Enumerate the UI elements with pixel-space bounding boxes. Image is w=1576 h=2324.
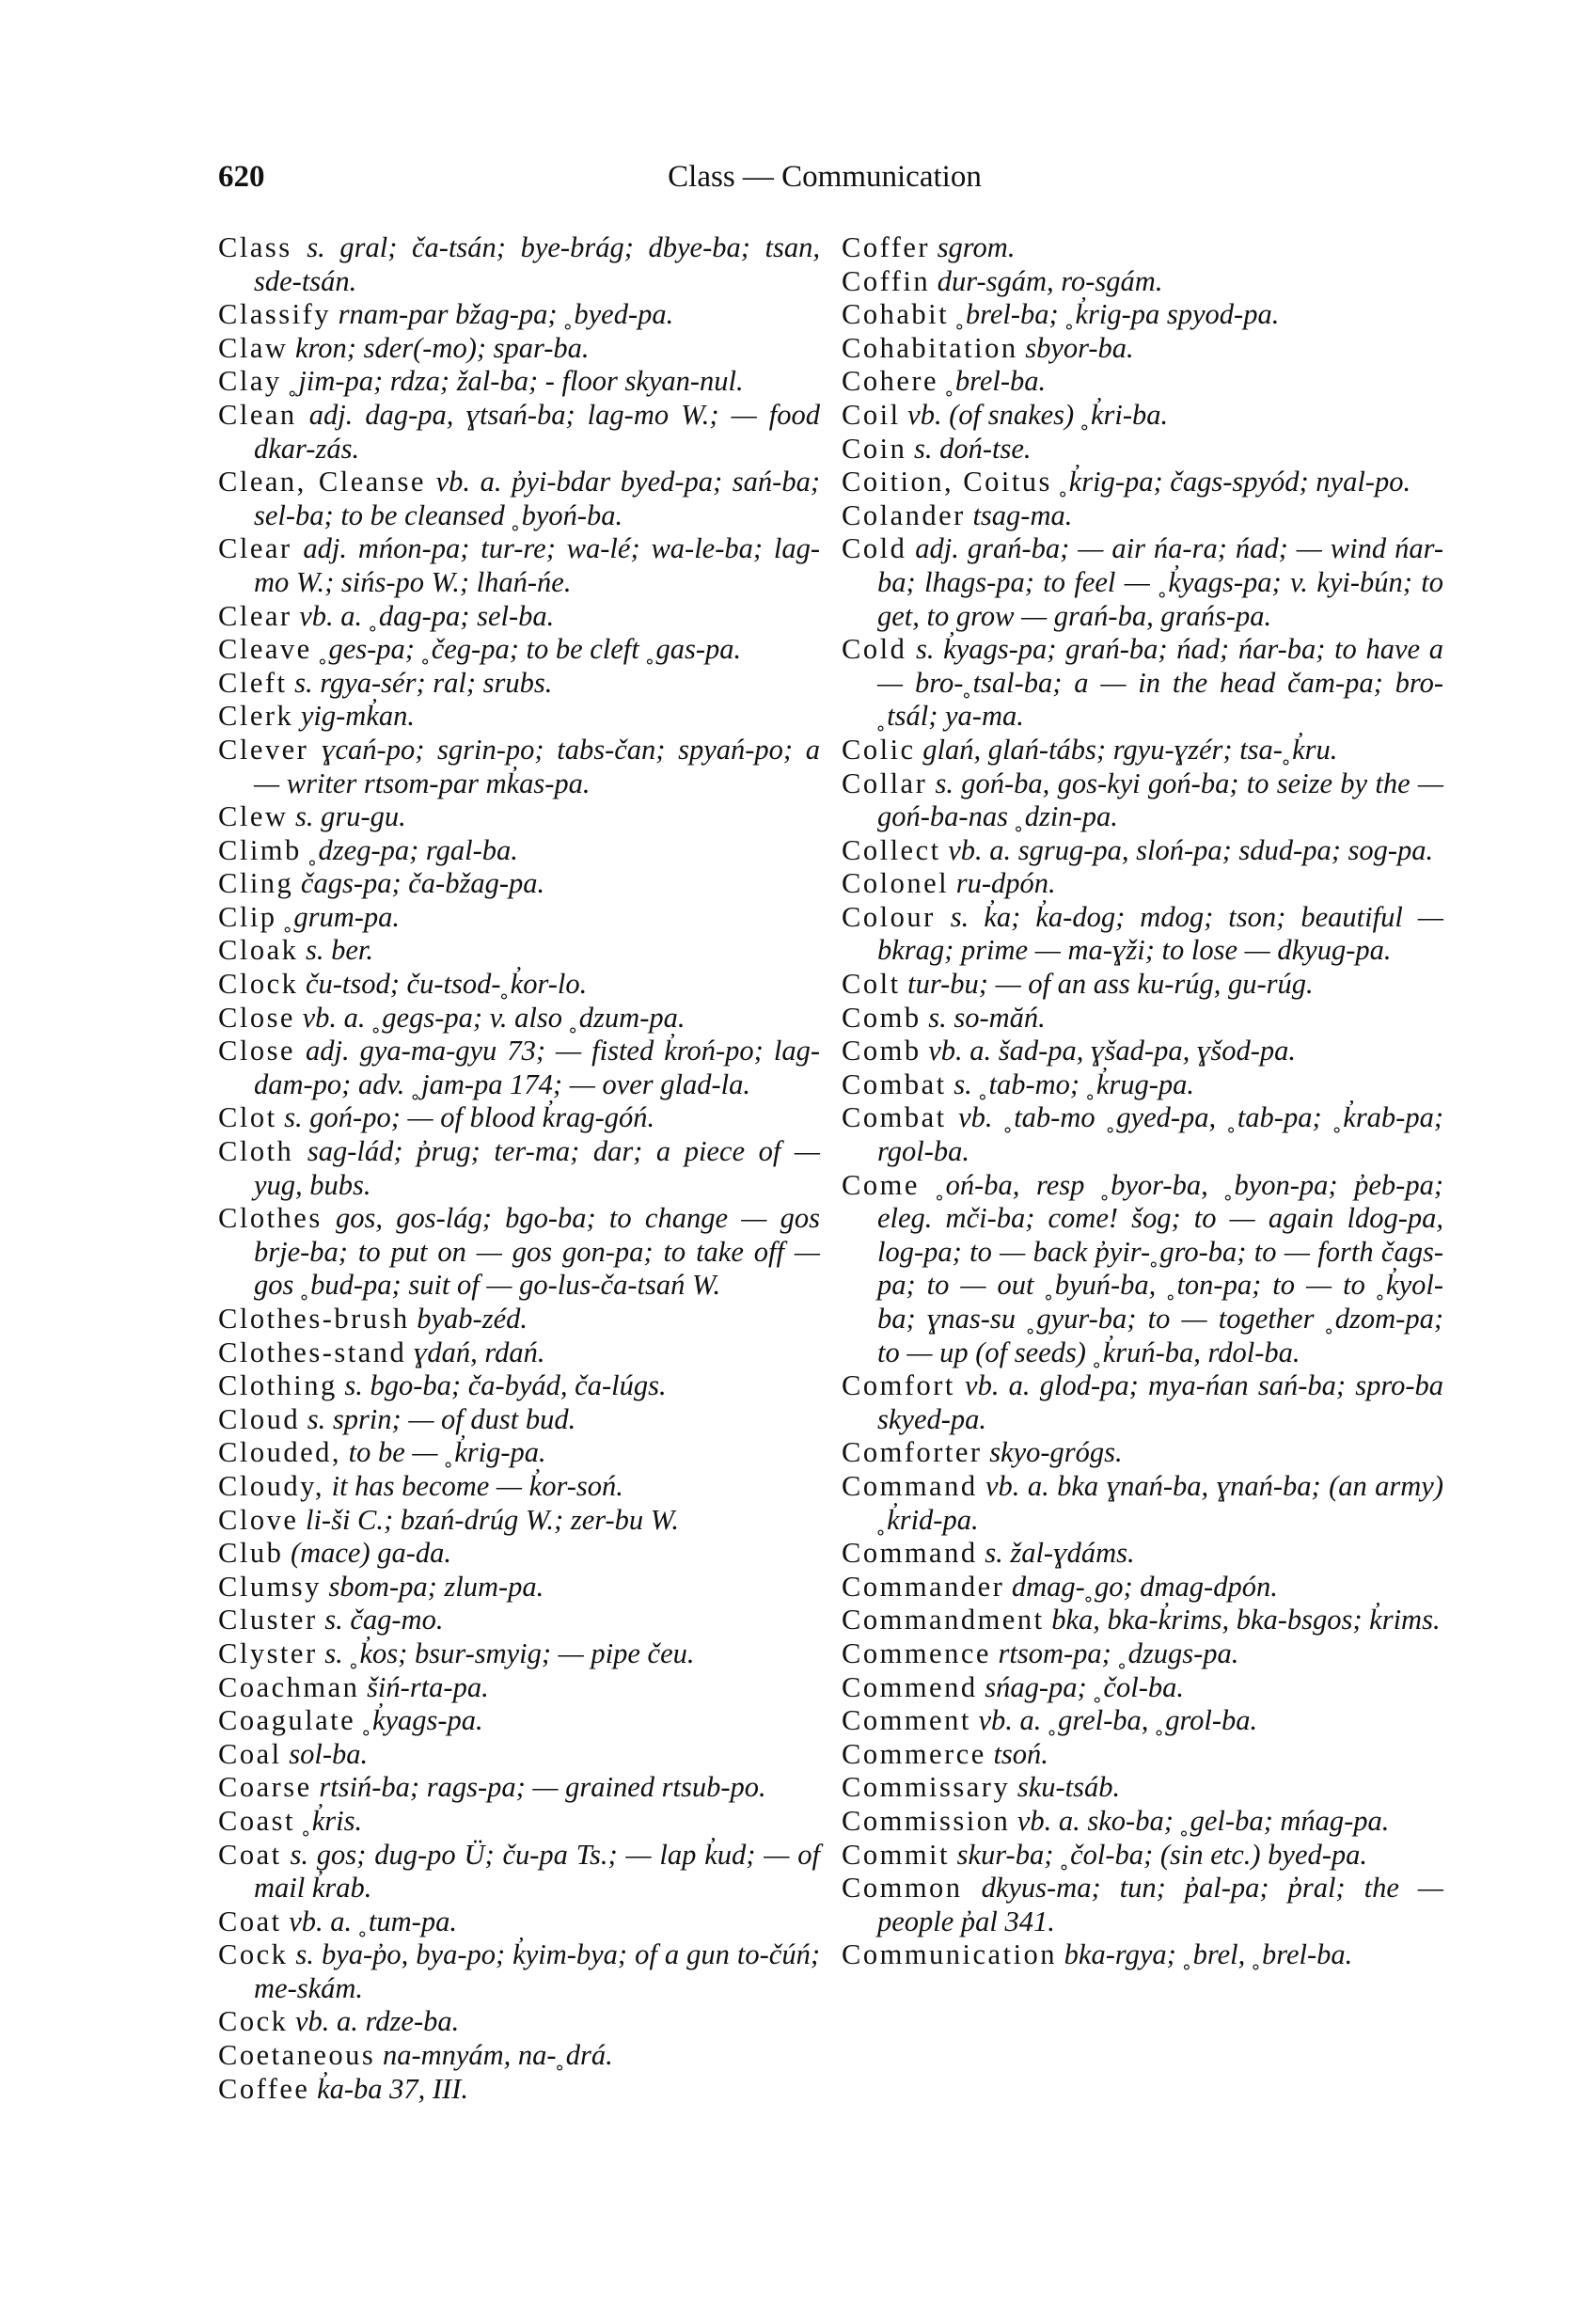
- dictionary-entry: [842, 1068, 1443, 1102]
- dictionary-entry: [842, 1169, 1443, 1370]
- entry-definition: sńag-pa; ˳čol-ba.: [977, 1670, 1184, 1703]
- dictionary-entry: [218, 1571, 820, 1605]
- entry-headword: Cling: [218, 867, 294, 900]
- entry-definition: ˳k̓yags-pa.: [355, 1704, 483, 1737]
- entry-headword: Cock: [218, 2005, 289, 2038]
- entry-definition: vb. a. ˳gegs-pa; v. also ˳dzum-pa.: [294, 1001, 686, 1034]
- dictionary-entry: [842, 1872, 1443, 1938]
- entry-definition: s. bgo-ba; ča-byád, ča-lúgs.: [337, 1369, 667, 1402]
- entry-definition: skur-ba; ˳čol-ba; (sin etc.) byed-pa.: [950, 1838, 1368, 1871]
- entry-definition: vb. a. rdze-ba.: [288, 2005, 460, 2038]
- entry-headword: Cleft: [218, 666, 288, 699]
- entry-headword: Coarse: [218, 1771, 312, 1804]
- entry-definition: sbom-pa; zlum-pa.: [321, 1570, 544, 1603]
- entry-headword: Commend: [842, 1670, 978, 1703]
- dictionary-entry: [218, 600, 820, 634]
- entry-headword: Cloak: [218, 934, 299, 967]
- dictionary-entry: [218, 1637, 820, 1671]
- entry-definition: ˳k̓rig-pa; čags-spyód; nyal-po.: [1051, 466, 1411, 498]
- dictionary-entry: [842, 399, 1443, 433]
- entry-headword: Clumsy: [218, 1570, 322, 1603]
- entry-definition: rtsom-pa; ˳dzugs-pa.: [990, 1636, 1239, 1669]
- entry-headword: Clove: [218, 1503, 299, 1536]
- entry-headword: Coal: [218, 1737, 282, 1770]
- entry-headword: Claw: [218, 331, 289, 364]
- entry-headword: Clay: [218, 365, 282, 398]
- entry-headword: Coat: [218, 1905, 282, 1937]
- entry-headword: Cluster: [218, 1604, 318, 1636]
- entry-definition: vb. (of snakes) ˳k̓ri-ba.: [900, 398, 1169, 431]
- entry-definition: s. goń-ba, gos-kyi goń-ba; to seize by the — goń-ba-nas ˳dzin-pa.: [877, 767, 1443, 833]
- entry-headword: Commission: [842, 1804, 1011, 1837]
- dictionary-entry: [218, 2073, 820, 2107]
- entry-definition: s. so-măń.: [921, 1001, 1046, 1034]
- entry-definition: it has become — k̓or-soń.: [323, 1469, 623, 1502]
- dictionary-entry: [218, 1537, 820, 1571]
- entry-definition: ˳dzeg-pa; rgal-ba.: [301, 833, 518, 866]
- dictionary-entry: [218, 901, 820, 935]
- entry-definition: vb. ˳tab-mo ˳gyed-pa, ˳tab-pa; ˳k̓rab-pa; rgol-ba.: [877, 1101, 1443, 1168]
- dictionary-entry: [842, 1470, 1443, 1537]
- entry-definition: sgrom.: [930, 231, 1016, 263]
- dictionary-entry: [218, 466, 820, 532]
- entry-headword: Combat: [842, 1067, 947, 1100]
- entry-definition: vb. a. ˳dag-pa; sel-ba.: [292, 599, 555, 632]
- entry-definition: tur-bu; — of an ass ku-rúg, gu-rúg.: [900, 968, 1314, 1001]
- entry-definition: sbyor-ba.: [1017, 331, 1134, 364]
- entry-headword: Classify: [218, 298, 331, 331]
- dictionary-entry: [218, 968, 820, 1002]
- entry-definition: s. bya-p̓o, bya-po; k̓yim-bya; of a gun to-čúń; me-skám.: [254, 1938, 820, 2004]
- entry-headword: Cold: [842, 532, 907, 565]
- dictionary-entry: [218, 1101, 820, 1135]
- entry-definition: s. ˳tab-mo; ˳k̓rug-pa.: [946, 1067, 1195, 1100]
- entry-headword: Commissary: [842, 1771, 1011, 1804]
- dictionary-entry: [218, 734, 820, 800]
- dictionary-entry: [218, 532, 820, 599]
- dictionary-entry: [842, 1002, 1443, 1036]
- dictionary-entry: [842, 901, 1443, 968]
- dictionary-entry: [842, 1704, 1443, 1738]
- entry-headword: Collect: [842, 833, 941, 866]
- entry-headword: Commandment: [842, 1604, 1045, 1636]
- dictionary-entry: [218, 1905, 820, 1939]
- entry-definition: byab-zéd.: [409, 1303, 528, 1335]
- entry-headword: Cold: [842, 633, 907, 666]
- dictionary-entry: [218, 934, 820, 968]
- entry-definition: yig-mk̓an.: [293, 700, 415, 733]
- dictionary-entry: [842, 1671, 1443, 1705]
- entry-headword: Commerce: [842, 1737, 986, 1770]
- dictionary-entry: [218, 1303, 820, 1336]
- dictionary-entry: [218, 1839, 820, 1905]
- entry-headword: Colour: [842, 900, 936, 933]
- dictionary-entry: [842, 834, 1443, 868]
- dictionary-entry: [842, 499, 1443, 533]
- entry-headword: Clothes-stand: [218, 1336, 407, 1368]
- entry-headword: Colonel: [842, 867, 950, 900]
- entry-definition: ɣdań, rdań.: [406, 1336, 545, 1368]
- entry-definition: vb. a. p̓yi-bdar byed-pa; sań-ba; sel-ba; to be cleansed ˳byoń-ba.: [254, 466, 820, 531]
- entry-definition: sol-ba.: [281, 1737, 369, 1770]
- entry-headword: Coetaneous: [218, 2039, 376, 2072]
- dictionary-entry: [842, 265, 1443, 299]
- entry-definition: dkyus-ma; tun; p̓al-pa; p̓ral; the — people p̓al 341.: [877, 1872, 1443, 1937]
- entry-definition: adj. grań-ba; — air ńa-ra; ńad; — wind ńar-ba; lhags-pa; to feel — ˳k̓yags-pa; v. kyi-bún; to get, to grow — grań-ba, grańs-pa.: [877, 532, 1443, 632]
- entry-headword: Coffer: [842, 231, 931, 263]
- entry-definition: s. čag-mo.: [317, 1604, 444, 1636]
- entry-definition: s. k̓yags-pa; grań-ba; ńad; ńar-ba; to have a — bro-˳tsal-ba; a — in the head čam-pa; bro-˳tsál; ya-ma.: [877, 633, 1443, 733]
- dictionary-entry: [218, 867, 820, 901]
- dictionary-entry: [218, 1771, 820, 1805]
- entry-definition: s. ber.: [298, 934, 374, 967]
- entry-headword: Communication: [842, 1938, 1058, 1971]
- right-column: [842, 231, 1443, 1972]
- dictionary-entry: [842, 1369, 1443, 1436]
- entry-headword: Comfort: [842, 1369, 955, 1402]
- entry-definition: adj. gya-ma-gyu 73; — fisted k̓roń-po; lag-dam-po; adv. ˳jam-pa 174; — over glad-la.: [254, 1035, 820, 1100]
- entry-definition: k̓a-ba 37, III.: [309, 2072, 468, 2105]
- entry-definition: tsoń.: [985, 1737, 1048, 1770]
- entry-headword: Coat: [218, 1838, 282, 1871]
- dictionary-entry: [842, 1738, 1443, 1772]
- dictionary-entry: [842, 332, 1443, 366]
- entry-headword: Coast: [218, 1804, 295, 1837]
- dictionary-entry: [842, 466, 1443, 499]
- entry-definition: šiń-rta-pa.: [359, 1670, 489, 1703]
- entry-definition: gos, gos-lág; bgo-ba; to change — gos brje-ba; to put on — gos gon-pa; to take off — gos ˳bud-pa; suit of — go-lus-ča-tsań W.: [254, 1202, 820, 1302]
- dictionary-entry: [218, 1671, 820, 1705]
- dictionary-entry: [218, 1938, 820, 2005]
- entry-headword: Colic: [842, 733, 916, 766]
- entry-definition: sku-tsáb.: [1010, 1771, 1121, 1804]
- dictionary-entry: [218, 298, 820, 332]
- dictionary-entry: [218, 1336, 820, 1370]
- entry-headword: Clerk: [218, 700, 294, 733]
- entry-definition: to be — ˳k̓rig-pa.: [340, 1436, 546, 1469]
- dictionary-entry: [842, 767, 1443, 834]
- dictionary-entry: [842, 532, 1443, 633]
- dictionary-entry: [218, 1704, 820, 1738]
- dictionary-entry: [218, 1436, 820, 1470]
- entry-headword: Cloth: [218, 1135, 294, 1168]
- entry-headword: Collar: [842, 767, 928, 799]
- dictionary-entry: [218, 834, 820, 868]
- entry-headword: Cohere: [842, 365, 939, 398]
- entry-definition: kron; sder(-mo); spar-ba.: [288, 331, 590, 364]
- dictionary-entry: [218, 1738, 820, 1772]
- entry-definition: s. k̓a; k̓a-dog; mdog; tson; beautiful — bkrag; prime — ma-ɣži; to lose — dkyug-pa.: [877, 900, 1443, 967]
- entry-definition: bka-rgya; ˳brel, ˳brel-ba.: [1057, 1938, 1353, 1971]
- entry-definition: vb. a. glod-pa; mya-ńan sań-ba; spro-ba skyed-pa.: [877, 1369, 1443, 1435]
- entry-definition: ˳oń-ba, resp ˳byor-ba, ˳byon-pa; p̓eb-pa; eleg. mči-ba; come! šog; to — again ldog-pa, log-pa; to — back p̓yir-˳gro-ba; to — forth čags-pa; to — out ˳byuń-ba, ˳ton-pa; to — to ˳k̓yol-ba; ɣnas-su ˳gyur-ba; to — together ˳dzom-pa; to — up (of seeds) ˳k̓ruń-ba, rdol-ba.: [877, 1168, 1443, 1368]
- entry-definition: s. ˳k̓os; bsur-smyig; — pipe čeu.: [317, 1636, 695, 1669]
- dictionary-entry: [842, 968, 1443, 1002]
- dictionary-entry: [218, 1470, 820, 1504]
- entry-definition: rtsiń-ba; rags-pa; — grained rtsub-po.: [311, 1771, 766, 1804]
- page-header: [218, 160, 1431, 207]
- entry-headword: Clear: [218, 532, 292, 565]
- entry-definition: čags-pa; ča-bžag-pa.: [293, 867, 545, 900]
- entry-definition: s. rgya-sér; ral; srubs.: [287, 666, 553, 699]
- running-head: Class — Communication: [668, 160, 982, 194]
- entry-definition: vb. a. bka ɣnań-ba, ɣnań-ba; (an army) ˳k̓rid-pa.: [877, 1469, 1443, 1536]
- entry-headword: Come: [842, 1168, 920, 1201]
- dictionary-entry: [218, 633, 820, 667]
- entry-headword: Clock: [218, 968, 299, 1001]
- entry-headword: Combat: [842, 1101, 947, 1134]
- dictionary-entry: [842, 1035, 1443, 1068]
- dictionary-entry: [842, 1436, 1443, 1470]
- dictionary-entry: [218, 365, 820, 399]
- dictionary-entry: [218, 1002, 820, 1036]
- entry-definition: sag-lád; p̓rug; ter-ma; dar; a piece of — yug, bubs.: [254, 1135, 820, 1201]
- entry-definition: vb. a. sgrug-pa, sloń-pa; sdud-pa; sog-pa.: [940, 833, 1434, 866]
- entry-definition: li-ši C.; bzań-drúg W.; zer-bu W.: [298, 1503, 680, 1536]
- entry-definition: s. gral; ča-tsán; bye-brág; dbye-ba; tsan, sde-tsán.: [254, 231, 820, 297]
- entry-headword: Clothes: [218, 1202, 323, 1235]
- dictionary-entry: [842, 867, 1443, 901]
- page-number: 620: [218, 160, 265, 194]
- entry-headword: Class: [218, 231, 292, 263]
- dictionary-entry: [218, 1035, 820, 1101]
- entry-headword: Clever: [218, 733, 309, 766]
- entry-definition: adj. dag-pa, ɣtsań-ba; lag-mo W.; — food dkar-zás.: [254, 398, 820, 465]
- dictionary-entry: [218, 1504, 820, 1538]
- entry-definition: dmag-˳go; dmag-dpón.: [1004, 1570, 1278, 1603]
- entry-headword: Coil: [842, 398, 901, 431]
- entry-headword: Clothes-brush: [218, 1303, 410, 1335]
- dictionary-entry: [218, 1604, 820, 1637]
- entry-definition: s. sprin; — of dust bud.: [300, 1402, 576, 1435]
- entry-definition: ˳jim-pa; rdza; žal-ba; - floor skyan-nul.: [281, 365, 744, 398]
- entry-headword: Clean, Cleanse: [218, 466, 426, 498]
- dictionary-entry: [842, 1604, 1443, 1637]
- entry-definition: s. gos; dug-po Ü; ču-pa Ts.; — lap k̓ud; — of mail k̓rab.: [254, 1838, 820, 1905]
- entry-headword: Colt: [842, 968, 901, 1001]
- entry-headword: Clothing: [218, 1369, 338, 1402]
- dictionary-entry: [218, 667, 820, 701]
- entry-headword: Common: [842, 1872, 963, 1905]
- dictionary-entry: [218, 1202, 820, 1303]
- entry-headword: Cohabitation: [842, 331, 1018, 364]
- entry-definition: vb. a. ˳tum-pa.: [281, 1905, 457, 1937]
- dictionary-entry: [218, 332, 820, 366]
- dictionary-entry: [842, 1571, 1443, 1605]
- entry-headword: Clew: [218, 800, 289, 833]
- entry-definition: ˳k̓ris.: [294, 1804, 363, 1837]
- entry-definition: vb. a. ˳grel-ba, ˳grol-ba.: [970, 1704, 1258, 1737]
- entry-headword: Cloud: [218, 1402, 301, 1435]
- entry-definition: na-mnyám, na-˳drá.: [375, 2039, 613, 2072]
- entry-definition: adj. mńon-pa; tur-re; wa-lé; wa-le-ba; lag-mo W.; sińs-po W.; lhań-ńe.: [254, 532, 820, 598]
- entry-headword: Comb: [842, 1001, 922, 1034]
- dictionary-entry: [842, 298, 1443, 332]
- entry-headword: Coffee: [218, 2072, 310, 2105]
- dictionary-entry: [842, 1537, 1443, 1571]
- dictionary-entry: [842, 1805, 1443, 1839]
- entry-definition: s. doń-tse.: [906, 432, 1032, 465]
- dictionary-entry: [218, 399, 820, 466]
- entry-definition: s. gru-gu.: [288, 800, 406, 833]
- entry-headword: Close: [218, 1001, 295, 1034]
- entry-headword: Club: [218, 1537, 284, 1570]
- entry-headword: Commence: [842, 1636, 991, 1669]
- entry-definition: bka, bka-k̓rims, bka-bsgos; k̓rims.: [1044, 1604, 1441, 1636]
- dictionary-entry: [842, 734, 1443, 767]
- dictionary-entry: [842, 365, 1443, 399]
- entry-headword: Coachman: [218, 1670, 360, 1703]
- entry-headword: Command: [842, 1469, 978, 1502]
- entry-headword: Commander: [842, 1570, 1005, 1603]
- entry-headword: Coffin: [842, 264, 931, 297]
- entry-headword: Climb: [218, 833, 302, 866]
- entry-definition: s. žal-ɣdáms.: [977, 1537, 1135, 1570]
- dictionary-entry: [218, 2005, 820, 2039]
- entry-definition: rnam-par bžag-pa; ˳byed-pa.: [330, 298, 674, 331]
- entry-headword: Clear: [218, 599, 292, 632]
- entry-headword: Clean: [218, 398, 297, 431]
- dictionary-entry: [842, 1101, 1443, 1168]
- dictionary-entry: [218, 700, 820, 734]
- entry-definition: ˳grum-pa.: [276, 900, 401, 933]
- entry-definition: (mace) ga-da.: [283, 1537, 452, 1570]
- entry-headword: Coin: [842, 432, 907, 465]
- entry-definition: ˳brel-ba.: [938, 365, 1047, 398]
- dictionary-entry: [218, 2039, 820, 2073]
- entry-headword: Cleave: [218, 633, 312, 666]
- entry-headword: Cloudy,: [218, 1469, 324, 1502]
- entry-headword: Comb: [842, 1035, 922, 1067]
- entry-headword: Commit: [842, 1838, 950, 1871]
- entry-headword: Coition, Coitus: [842, 466, 1052, 498]
- entry-definition: ru-dpón.: [949, 867, 1056, 900]
- dictionary-entry: [842, 1771, 1443, 1805]
- entry-headword: Comforter: [842, 1436, 983, 1469]
- entry-definition: s. goń-po; — of blood k̓rag-góń.: [276, 1101, 655, 1134]
- dictionary-entry: [218, 1805, 820, 1839]
- dictionary-entry: [218, 1369, 820, 1403]
- entry-headword: Cohabit: [842, 298, 950, 331]
- entry-headword: Clyster: [218, 1636, 318, 1669]
- entry-headword: Clip: [218, 900, 277, 933]
- dictionary-entry: [218, 231, 820, 298]
- dictionary-entry: [218, 1135, 820, 1202]
- entry-headword: Clot: [218, 1101, 277, 1134]
- entry-definition: glań, glań-tábs; rgyu-ɣzér; tsa-˳k̓ru.: [915, 733, 1338, 766]
- entry-headword: Colander: [842, 498, 966, 531]
- dictionary-entry: [842, 433, 1443, 466]
- entry-definition: dur-sgám, ro-sgám.: [930, 264, 1163, 297]
- entry-definition: ɣcań-po; sgrin-po; tabs-čan; spyań-po; a — writer rtsom-par mk̓as-pa.: [254, 733, 820, 799]
- entry-definition: tsag-ma.: [965, 498, 1073, 531]
- dictionary-entry: [218, 1403, 820, 1437]
- dictionary-entry: [842, 633, 1443, 734]
- entry-definition: ču-tsod; ču-tsod-˳k̓or-lo.: [298, 968, 588, 1001]
- entry-definition: ˳ges-pa; ˳čeg-pa; to be cleft ˳gas-pa.: [311, 633, 742, 666]
- dictionary-entry: [842, 1839, 1443, 1873]
- left-column: [218, 231, 820, 2106]
- dictionary-entry: [842, 1637, 1443, 1671]
- dictionary-entry: [842, 231, 1443, 265]
- entry-headword: Close: [218, 1035, 295, 1067]
- entry-headword: Cock: [218, 1938, 289, 1971]
- entry-definition: skyo-grógs.: [982, 1436, 1123, 1469]
- entry-headword: Comment: [842, 1704, 971, 1737]
- entry-definition: ˳brel-ba; ˳k̓rig-pa spyod-pa.: [949, 298, 1280, 331]
- entry-definition: vb. a. sko-ba; ˳gel-ba; mńag-pa.: [1010, 1804, 1390, 1837]
- entry-headword: Coagulate: [218, 1704, 356, 1737]
- entry-headword: Command: [842, 1537, 978, 1570]
- entry-headword: Clouded,: [218, 1436, 341, 1469]
- dictionary-entry: [842, 1938, 1443, 1972]
- entry-definition: vb. a. šad-pa, ɣšad-pa, ɣšod-pa.: [921, 1035, 1296, 1067]
- dictionary-entry: [218, 800, 820, 834]
